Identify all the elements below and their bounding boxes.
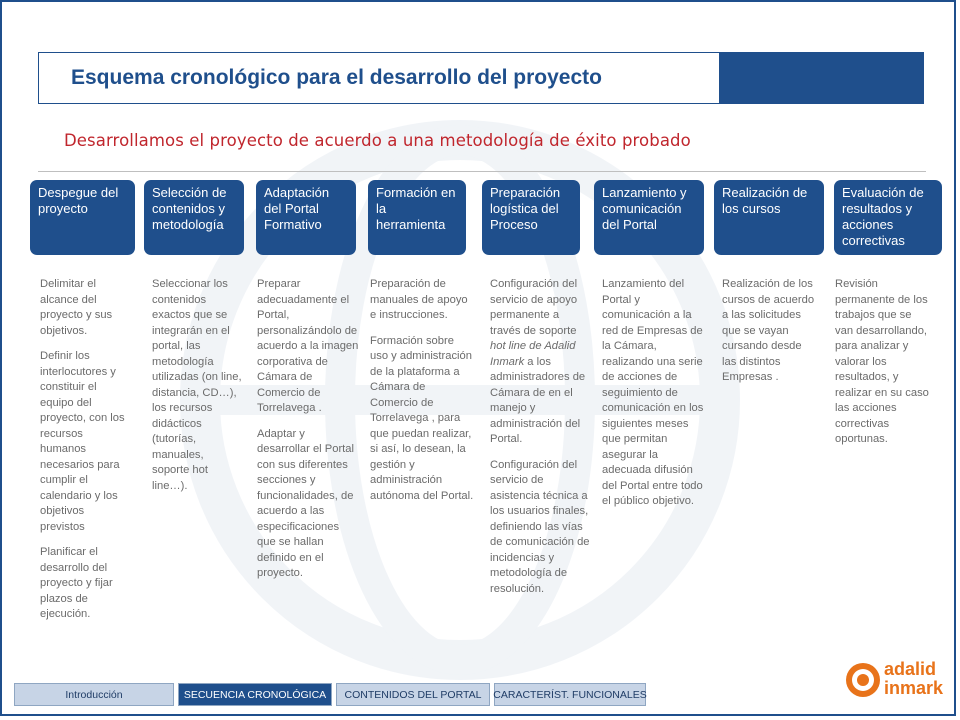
description-paragraph: Planificar el desarrollo del proyecto y fijar plazos de ejecución. <box>40 546 113 620</box>
description-paragraph: Revisión permanente de los trabajos que se van desarrollando, para analizar y valorar los resultados, y realizar en su caso las acciones correctivas oportunas. <box>835 278 929 445</box>
text-run: a los administradores de Cámara de en el manejo y administración del Portal. <box>490 355 586 445</box>
phase-box-evaluacion: Evaluación de resultados y acciones correctivas <box>834 180 942 255</box>
phase-box-adaptacion: Adaptación del Portal Formativo <box>256 180 356 255</box>
nav-tab-introduccion[interactable]: Introducción <box>14 683 174 706</box>
title-bar <box>38 52 924 104</box>
description-adaptacion <box>257 277 359 592</box>
page-subtitle: Desarrollamos el proyecto de acuerdo a una metodología de éxito probado <box>64 131 691 150</box>
divider <box>38 171 926 172</box>
logo-text-line2: inmark <box>884 678 944 698</box>
description-paragraph: Preparar adecuadamente el Portal, personalizándolo de acuerdo a la imagen corporativa de Cámara de Comercio de Torrelavega . <box>257 278 359 414</box>
page-title: Esquema cronológico para el desarrollo del proyecto <box>71 66 602 89</box>
phase-box-preparacion: Preparación logística del Proceso <box>482 180 580 255</box>
description-despegue <box>40 277 130 633</box>
description-paragraph: Adaptar y desarrollar el Portal con sus diferentes secciones y funcionalidades, de acuerdo a las especificaciones que se hallan definido en el proyecto. <box>257 427 355 579</box>
description-paragraph: Realización de los cursos de acuerdo a las solicitudes que se vayan cursando desde las distintos Empresas . <box>722 278 815 383</box>
text-run-italic: hot line de Adalid Inmark <box>490 340 576 368</box>
title-bar-accent <box>719 53 923 103</box>
description-seleccion <box>152 277 242 504</box>
description-evaluacion <box>835 277 931 458</box>
phase-box-seleccion: Selección de contenidos y metodología <box>144 180 244 255</box>
phase-box-despegue: Despegue del proyecto <box>30 180 135 255</box>
description-paragraph: Seleccionar los contenidos exactos que se integrarán en el portal, las metodología utilizadas (on line, distancia, CD…), los recursos didácticos (tutorías, manuales, soporte hot line…). <box>152 278 242 492</box>
logo-text-line1: adalid <box>884 659 937 679</box>
description-paragraph: Formación sobre uso y administración de la plataforma a Cámara de Comercio de Torrelavega , para que puedan realizar, si así, lo desean, la gestión y administración autónoma del Portal. <box>370 334 474 502</box>
nav-tab-secuencia[interactable]: SECUENCIA CRONOLÓGICA <box>178 683 332 706</box>
description-paragraph: Definir los interlocutores y constituir el equipo del proyecto, con los recursos humanos necesarios para cumplir el calendario y los objetivos previstos <box>40 350 125 533</box>
description-paragraph <box>490 277 592 448</box>
nav-tab-caracteristicas[interactable]: CARACTERÍST. FUNCIONALES <box>494 683 646 706</box>
description-lanzamiento <box>602 277 706 520</box>
description-preparacion <box>490 277 592 607</box>
description-formacion <box>370 277 474 514</box>
nav-tab-contenidos[interactable]: CONTENIDOS DEL PORTAL <box>336 683 490 706</box>
description-paragraph: Delimitar el alcance del proyecto y sus objetivos. <box>40 278 113 337</box>
text-run: Configuración del servicio de apoyo permanente a través de soporte <box>490 278 578 337</box>
description-paragraph: Lanzamiento del Portal y comunicación a la red de Empresas de la Cámara, realizando una serie de acciones de seguimiento de comunicación en los siguientes meses que permitan asegurar la adecuada difusión del Portal entre todo el público objetivo. <box>602 278 704 507</box>
description-paragraph: Configuración del servicio de asistencia técnica a los usuarios finales, definiendo las vías de comunicación de incidencias y metodología de resolución. <box>490 458 590 595</box>
description-paragraph: Preparación de manuales de apoyo e instrucciones. <box>370 278 468 321</box>
adalid-inmark-logo <box>842 656 942 708</box>
phase-box-lanzamiento: Lanzamiento y comunicación del Portal <box>594 180 704 255</box>
description-realizacion <box>722 277 816 396</box>
logo-mark-icon <box>844 660 882 700</box>
phase-box-formacion: Formación en la herramienta <box>368 180 466 255</box>
phase-box-realizacion: Realización de los cursos <box>714 180 824 255</box>
